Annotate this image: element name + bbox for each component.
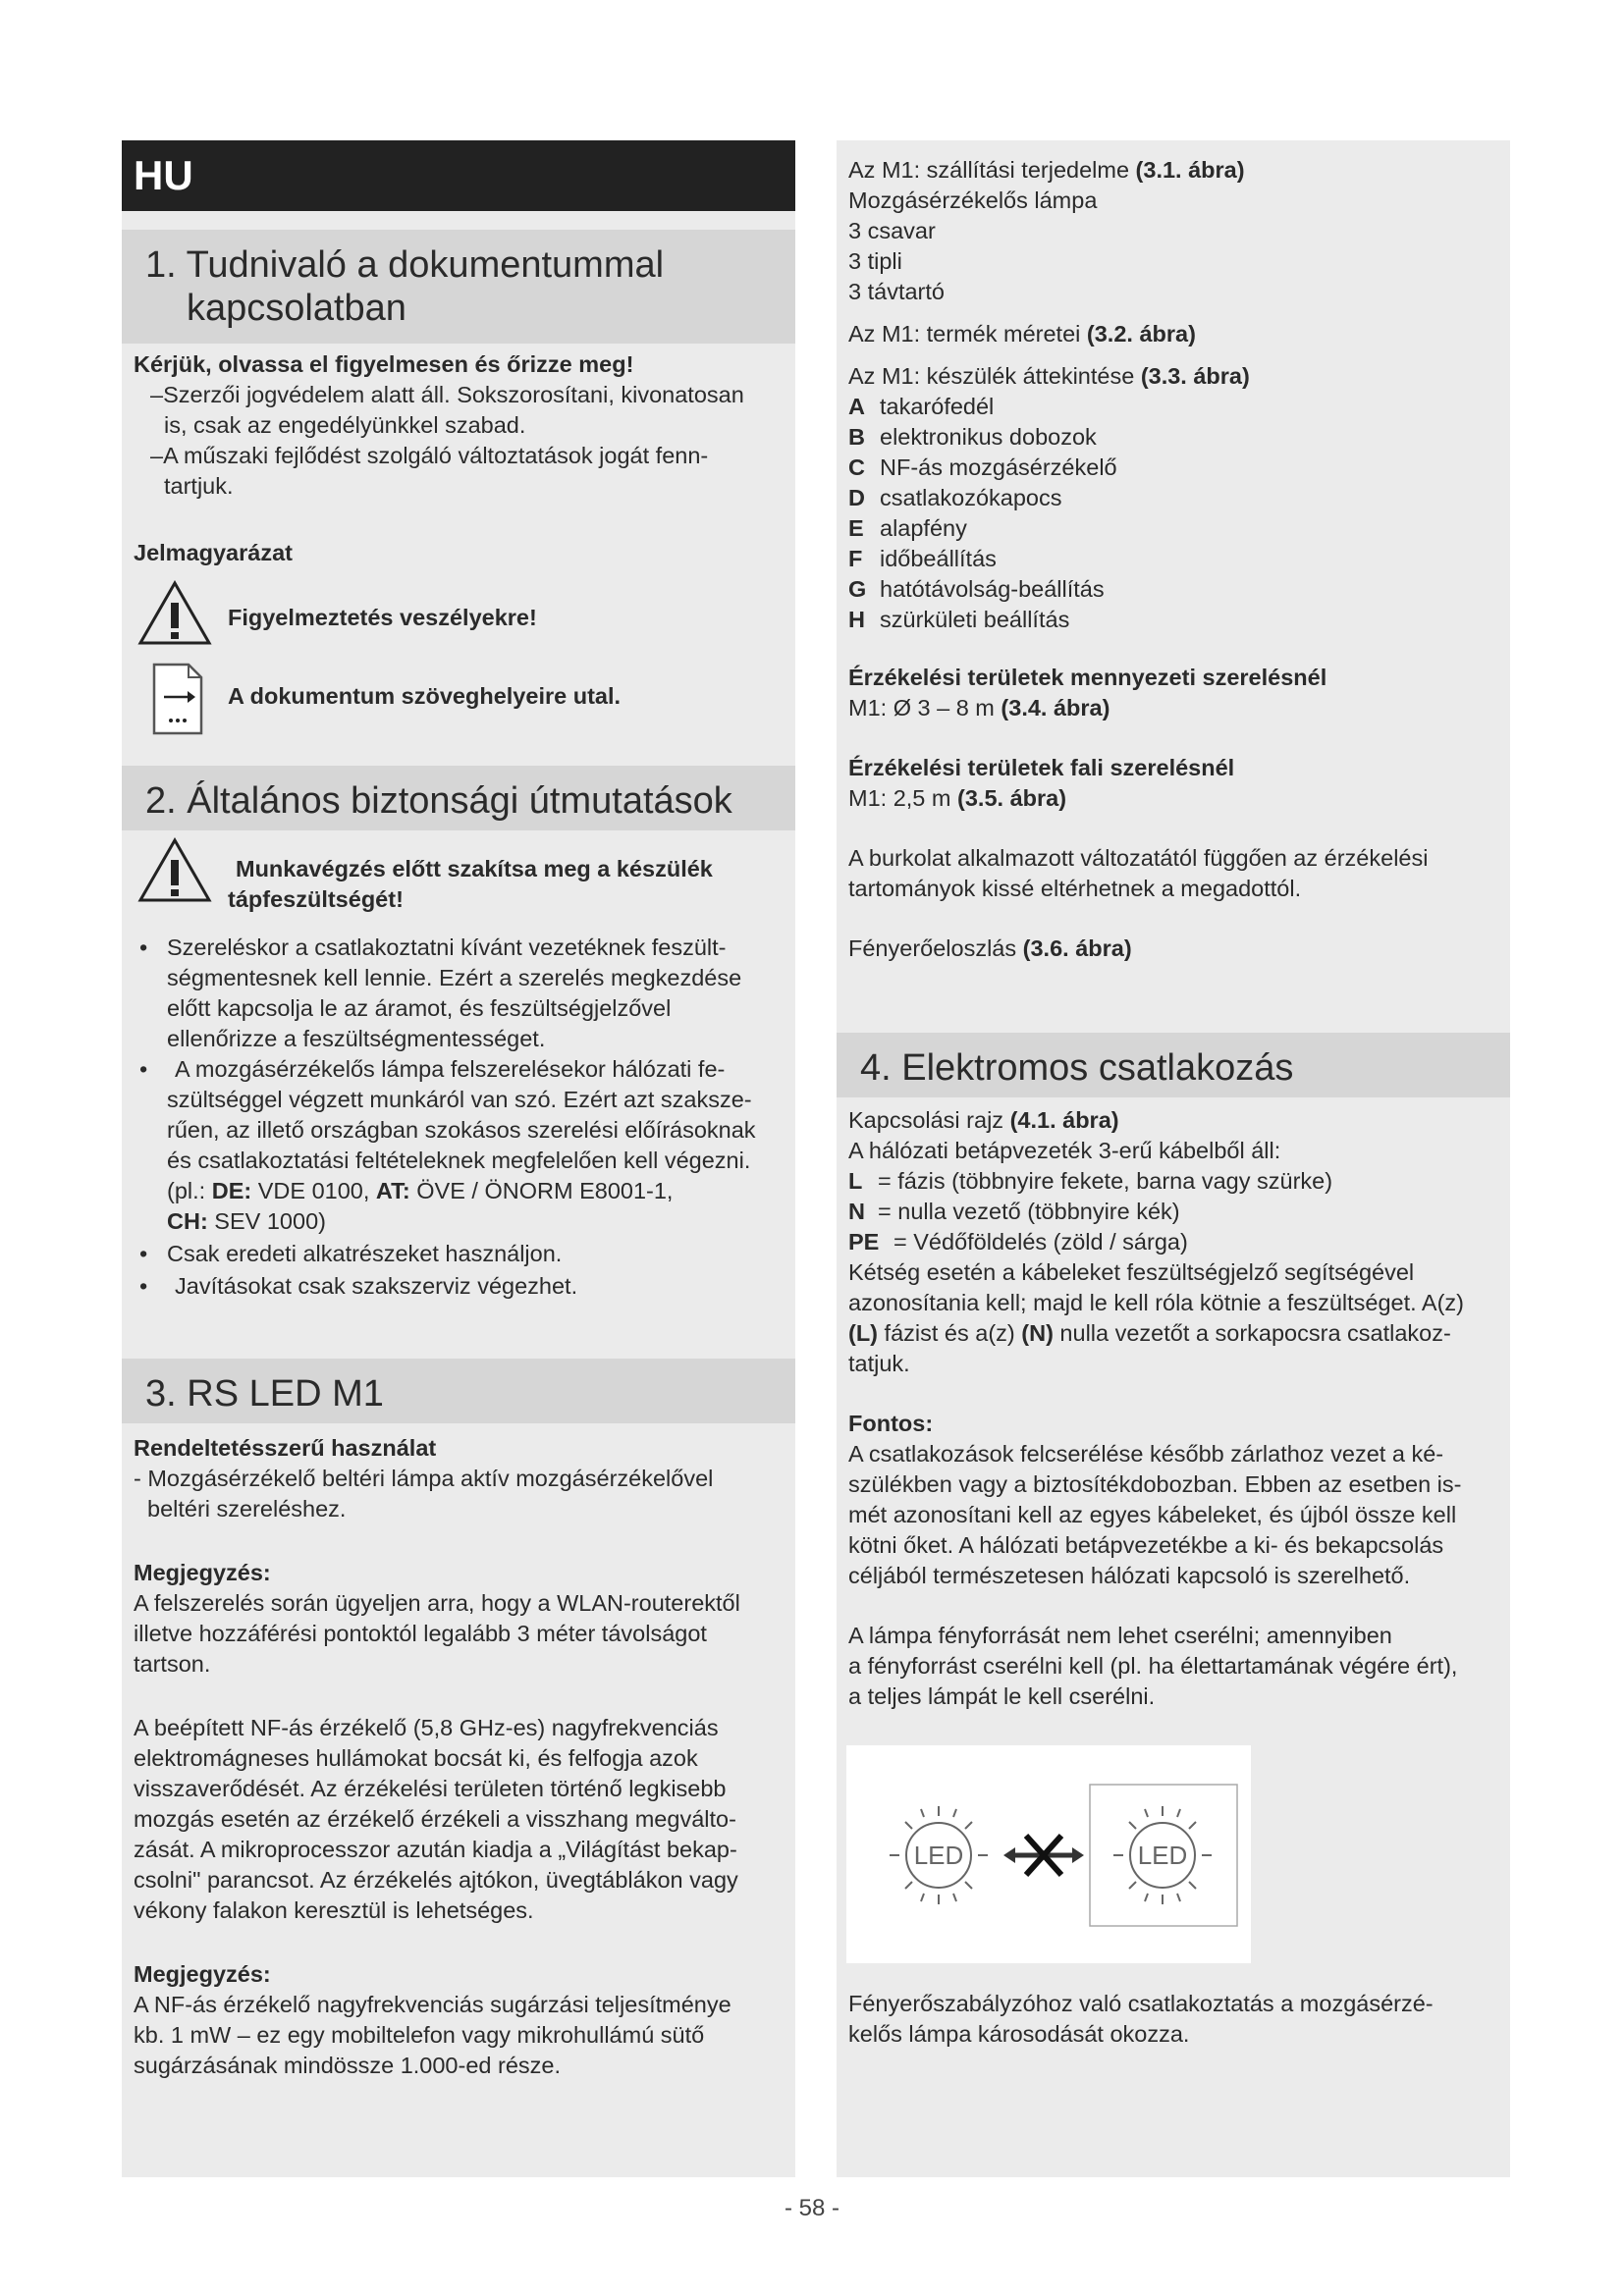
overview-line: [848, 361, 1496, 392]
wall-range-value: M1: 2,5 m: [848, 785, 958, 811]
safety-4-line: • Javításokat csak szakszerviz végezhet.: [175, 1273, 578, 1299]
note-2-line: A NF-ás érzékelő nagyfrekvenciás sugárzási teljesítménye: [134, 1992, 731, 2017]
conductor-value: = Védőföldelés (zöld / sárga): [893, 1229, 1188, 1255]
part-item: [848, 544, 1496, 574]
wiring-figure-ref: (4.1. ábra): [1009, 1107, 1119, 1133]
dimensions-label: Az M1: termék méretei: [848, 321, 1087, 347]
section-2-warning: [228, 854, 713, 915]
conductor-L: [848, 1166, 1504, 1197]
changes-line1: –A műszaki fejlődést szolgáló változtatások jogát fenn-: [150, 443, 709, 468]
important-line: mét azonosítani kell az egyes kábeleket, és újból össze kell: [848, 1502, 1457, 1527]
section-3-header: [122, 1359, 795, 1423]
section-1-title-line2: kapcsolatban: [187, 288, 406, 329]
scope-figure-ref: (3.1. ábra): [1135, 157, 1245, 183]
safety-2-line: szültséggel végzett munkáról van szó. Ezért azt szaksze-: [167, 1087, 752, 1112]
important-line: kötni őket. A hálózati betápvezetékbe a ki- és bekapcsolás: [848, 1532, 1444, 1558]
cable-description: A hálózati betápvezeték 3-erű kábelből áll:: [848, 1138, 1281, 1163]
section-3-body: [134, 1433, 791, 2081]
part-value: takarófedél: [880, 394, 995, 419]
safety-1-line: ségmentesnek kell lennie. Ezért a szerelés megkezdése: [167, 965, 742, 990]
note-2-line: kb. 1 mW – ez egy mobiltelefon vagy mikrohullámú sütő: [134, 2022, 705, 2048]
doubt-line: tatjuk.: [848, 1351, 910, 1376]
safety-1-line: előtt kapcsolja le az áramot, és feszültségjelzővel: [167, 995, 672, 1021]
scope-item: 3 tipli: [848, 248, 902, 274]
part-value: NF-ás mozgásérzékelő: [880, 454, 1117, 480]
dimmer-note: [848, 1989, 1496, 2050]
section-2-warning-line1: Munkavégzés előtt szakítsa meg a készülék: [236, 856, 713, 881]
copyright-note: [134, 380, 782, 441]
section-2-warning-line2: tápfeszültségét!: [228, 886, 404, 912]
part-key: D: [848, 485, 865, 510]
scope-item: 3 csavar: [848, 218, 936, 243]
section-4-title: 4. Elektromos csatlakozás: [860, 1047, 1294, 1089]
part-value: alapfény: [880, 515, 967, 541]
section-1-lead: Kérjük, olvassa el figyelmesen és őrizze meg!: [134, 351, 634, 377]
light-distribution-label: Fényerőeloszlás: [848, 935, 1023, 961]
standard-at-value: ÖVE / ÖNORM E8001-1,: [409, 1178, 674, 1203]
standards-line: [167, 1176, 797, 1206]
doubt-N: (N): [1021, 1320, 1054, 1346]
cover-note-line: A burkolat alkalmazott változatától függően az érzékelési: [848, 845, 1429, 871]
sensor-paragraph-line: zását. A mikroprocesszor azután kiadja a „Világítást bekap-: [134, 1837, 737, 1862]
important-line: A csatlakozások felcserélése később zárlathoz vezet a ké-: [848, 1441, 1444, 1467]
changes-line2: tartjuk.: [164, 473, 234, 499]
part-item: [848, 574, 1496, 605]
lamp-line: a teljes lámpát le kell cserélni.: [848, 1683, 1156, 1709]
reference-legend-text: A dokumentum szöveghelyeire utal.: [228, 683, 622, 709]
warning-legend-text: Figyelmeztetés veszélyekre!: [228, 605, 537, 630]
part-key: B: [848, 424, 865, 450]
ceiling-range-line: [848, 693, 1496, 723]
right-column-top: [848, 155, 1496, 964]
wall-range-heading: Érzékelési területek fali szerelésnél: [848, 755, 1235, 780]
doubt-mid: fázist és a(z): [878, 1320, 1022, 1346]
legend-heading: Jelmagyarázat: [134, 540, 293, 565]
list-item: [130, 1239, 797, 1269]
section-4-header: [837, 1033, 1510, 1097]
doubt-end: nulla vezetőt a sorkapocsra csatlakoz-: [1053, 1320, 1451, 1346]
conductor-value: = nulla vezető (többnyire kék): [878, 1199, 1180, 1224]
standard-de-label: DE:: [211, 1178, 252, 1203]
ceiling-range-value: M1: Ø 3 – 8 m: [848, 695, 1001, 721]
warning-icon: [137, 836, 212, 903]
section-4-body: [848, 1105, 1504, 1712]
wall-figure-ref: (3.5. ábra): [957, 785, 1067, 811]
part-value: hatótávolság-beállítás: [880, 576, 1105, 602]
part-key: C: [848, 454, 865, 480]
intended-use-line2: beltéri szereléshez.: [147, 1496, 347, 1522]
wiring-label: Kapcsolási rajz: [848, 1107, 1010, 1133]
doubt-line: azonosítania kell; majd le kell róla kötnie a feszültséget. A(z): [848, 1290, 1464, 1315]
safety-2-line: rűen, az illető országban szokásos szerelési előírásoknak: [167, 1117, 756, 1143]
lamp-line: A lámpa fényforrását nem lehet cserélni; amennyiben: [848, 1623, 1392, 1648]
list-item: [130, 1054, 797, 1237]
safety-2-line: • A mozgásérzékelős lámpa felszerelésekor hálózati fe-: [175, 1056, 726, 1082]
overview-label: Az M1: készülék áttekintése: [848, 363, 1141, 389]
copyright-line2: is, csak az engedélyünkkel szabad.: [164, 412, 526, 438]
led-label-left: LED: [913, 1841, 964, 1870]
scope-line: [848, 155, 1496, 186]
conductor-key: N: [848, 1199, 865, 1224]
sensor-paragraph-line: A beépített NF-ás érzékelő (5,8 GHz-es) nagyfrekvenciás: [134, 1715, 719, 1740]
wall-range-line: [848, 783, 1496, 814]
sensor-paragraph-line: elektromágneses hullámokat bocsát ki, és felfogja azok: [134, 1745, 698, 1771]
lamp-line: a fényforrást cserélni kell (pl. ha élettartamának végére ért),: [848, 1653, 1458, 1679]
standard-ch-label: CH:: [167, 1208, 208, 1234]
led-label-right: LED: [1137, 1841, 1188, 1870]
section-1-body: [134, 349, 782, 502]
part-key: F: [848, 546, 863, 571]
part-key: E: [848, 515, 864, 541]
ceiling-figure-ref: (3.4. ábra): [1001, 695, 1110, 721]
language-tag: HU: [122, 140, 795, 211]
part-item: [848, 453, 1496, 483]
conductor-key: PE: [848, 1229, 880, 1255]
scope-label: Az M1: szállítási terjedelme: [848, 157, 1136, 183]
sensor-paragraph-line: visszaverődését. Az érzékelési területen történő legkisebb: [134, 1776, 727, 1801]
safety-2-line: és csatlakoztatási feltételeknek megfelelően kell végezni.: [167, 1148, 751, 1173]
conductor-N: [848, 1197, 1504, 1227]
part-value: csatlakozókapocs: [880, 485, 1062, 510]
conductor-PE: [848, 1227, 1504, 1257]
part-key: A: [848, 394, 865, 419]
led-no-replace-illustration: [846, 1745, 1251, 1963]
section-1-title-line1: 1. Tudnivaló a dokumentummal: [145, 244, 665, 286]
dimmer-line: kelős lámpa károsodását okozza.: [848, 2021, 1190, 2047]
note-2-heading: Megjegyzés:: [134, 1961, 271, 1987]
doubt-L: (L): [848, 1320, 879, 1346]
ceiling-range-heading: Érzékelési területek mennyezeti szerelésnél: [848, 665, 1327, 690]
conductor-value: = fázis (többnyire fekete, barna vagy szürke): [878, 1168, 1333, 1194]
wiring-line: [848, 1105, 1504, 1136]
standards-line-2: [167, 1206, 797, 1237]
conductor-key: L: [848, 1168, 863, 1194]
part-item: [848, 605, 1496, 635]
light-distribution-line: [848, 934, 1496, 964]
part-value: időbeállítás: [880, 546, 997, 571]
important-line: céljából természetesen hálózati kapcsoló is szerelhető.: [848, 1563, 1411, 1588]
cover-note-line: tartományok kissé eltérhetnek a megadottól.: [848, 876, 1302, 901]
overview-figure-ref: (3.3. ábra): [1140, 363, 1250, 389]
section-2-header: [122, 766, 795, 830]
important-heading: Fontos:: [848, 1411, 934, 1436]
part-key: H: [848, 607, 865, 632]
important-line: szülékben vagy a biztosítékdobozban. Ebben az esetben is-: [848, 1471, 1462, 1497]
standard-de-value: VDE 0100,: [251, 1178, 376, 1203]
safety-1-line: • Szereléskor a csatlakoztatni kívánt vezetéknek feszült-: [167, 934, 727, 960]
page-number: - 58 -: [784, 2195, 839, 2221]
section-2-title: 2. Általános biztonsági útmutatások: [145, 780, 732, 822]
note-2-line: sugárzásának mindössze 1.000-ed része.: [134, 2053, 561, 2078]
standard-ch-value: SEV 1000): [207, 1208, 326, 1234]
doubt-line: [848, 1318, 1504, 1349]
part-item: [848, 422, 1496, 453]
dimensions-figure-ref: (3.2. ábra): [1086, 321, 1196, 347]
sensor-paragraph-line: csolni" parancsot. Az érzékelés ajtókon, üvegtáblákon vagy: [134, 1867, 738, 1893]
note-1-line: tartson.: [134, 1651, 211, 1677]
note-1-line: illetve hozzáférési pontoktól legalább 3 méter távolságot: [134, 1621, 707, 1646]
led-replacement-figure: [846, 1745, 1251, 1963]
note-1-heading: Megjegyzés:: [134, 1560, 271, 1585]
changes-note: [134, 441, 782, 502]
safety-list: [130, 933, 797, 1302]
part-value: szürkületi beállítás: [880, 607, 1070, 632]
part-key: G: [848, 576, 867, 602]
copyright-line1: –Szerzői jogvédelem alatt áll. Sokszorosítani, kivonatosan: [150, 382, 744, 407]
part-item: [848, 392, 1496, 422]
section-3-title: 3. RS LED M1: [145, 1373, 384, 1415]
standard-at-label: AT:: [375, 1178, 410, 1203]
section-1-header: [122, 230, 795, 344]
document-reference-icon: [151, 662, 204, 736]
light-figure-ref: (3.6. ábra): [1022, 935, 1132, 961]
safety-1-line: ellenőrizze a feszültségmentességet.: [167, 1026, 546, 1051]
list-item: [130, 933, 797, 1054]
sensor-paragraph-line: vékony falakon keresztül is lehetséges.: [134, 1897, 534, 1923]
scope-item: 3 távtartó: [848, 279, 945, 304]
standards-prefix: (pl.:: [167, 1178, 212, 1203]
note-1-line: A felszerelés során ügyeljen arra, hogy a WLAN-routerektől: [134, 1590, 740, 1616]
part-value: elektronikus dobozok: [880, 424, 1097, 450]
list-item: [130, 1271, 797, 1302]
doubt-line: Kétség esetén a kábeleket feszültségjelző segítségével: [848, 1259, 1415, 1285]
dimmer-line: Fényerőszabályzóhoz való csatlakoztatás a mozgásérzé-: [848, 1991, 1434, 2016]
intended-use-heading: Rendeltetésszerű használat: [134, 1435, 437, 1461]
dimensions-line: [848, 319, 1496, 349]
sensor-paragraph-line: mozgás esetén az érzékelő érzékeli a visszhang megválto-: [134, 1806, 736, 1832]
part-item: [848, 513, 1496, 544]
intended-use-line1: - Mozgásérzékelő beltéri lámpa aktív mozgásérzékelővel: [134, 1466, 714, 1491]
warning-icon: [137, 579, 212, 646]
safety-3-line: • Csak eredeti alkatrészeket használjon.: [167, 1241, 563, 1266]
scope-item: Mozgásérzékelős lámpa: [848, 187, 1098, 213]
part-item: [848, 483, 1496, 513]
